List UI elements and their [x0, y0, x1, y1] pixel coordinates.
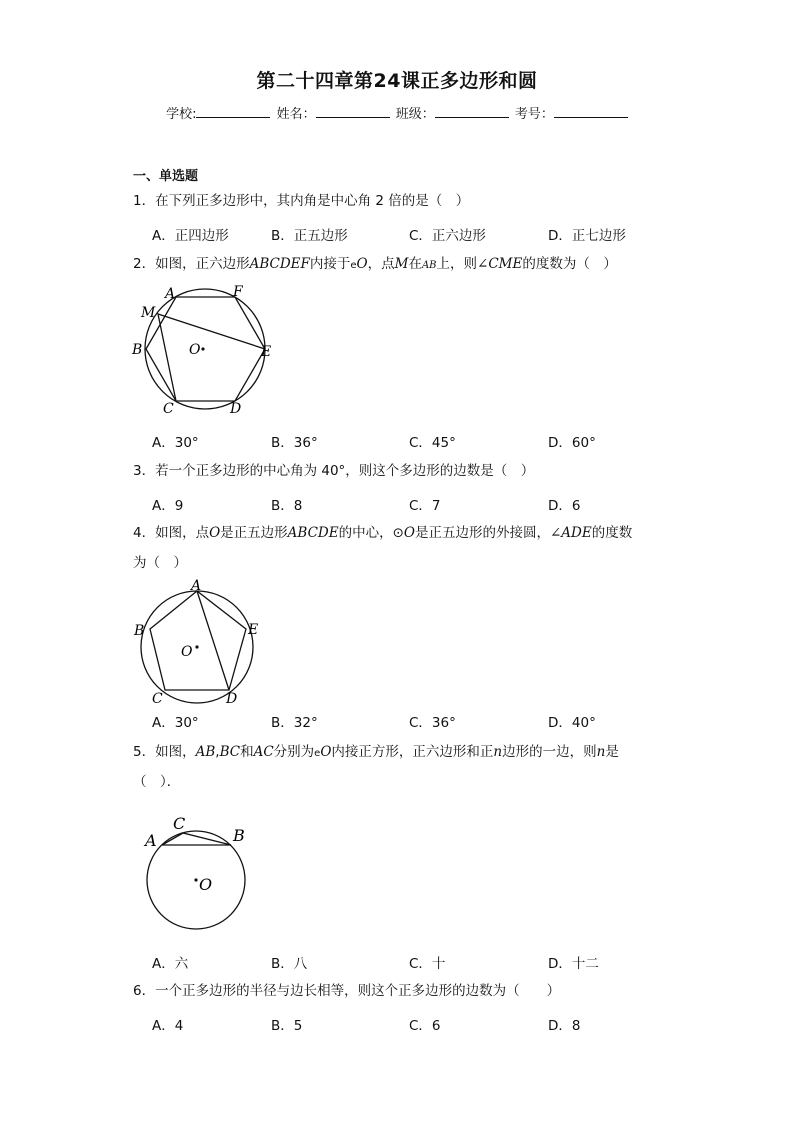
- q2-option-c[interactable]: C．45°: [409, 435, 456, 451]
- q4-option-c[interactable]: C．36°: [409, 715, 456, 731]
- fig2-label-e: E: [261, 344, 272, 360]
- question-2-text: 2．如图，正六边形ABCDEF内接于eO，点M在AB上，则∠CME的度数为（ ）: [133, 256, 617, 272]
- q5-option-c[interactable]: C．十: [409, 956, 446, 972]
- question-4-text-line2: 为（ ）: [133, 555, 187, 571]
- student-info-line: [0, 103, 794, 122]
- q1-option-b[interactable]: B．正五边形: [271, 228, 348, 244]
- fig2-label-f: F: [233, 284, 243, 300]
- fig2-label-o: O: [189, 342, 201, 358]
- fig2-label-d: D: [230, 401, 242, 417]
- q5-option-d[interactable]: D．十二: [548, 956, 599, 972]
- name-label: 姓名：: [276, 107, 316, 122]
- q4-option-b[interactable]: B．32°: [271, 715, 318, 731]
- fig5-label-o: O: [199, 875, 213, 894]
- fig5-label-b: B: [233, 826, 245, 845]
- question-3-text: 3．若一个正多边形的中心角为 40°，则这个多边形的边数是（ ）: [133, 463, 535, 479]
- hexagon-figure: [128, 282, 288, 422]
- q3-option-d[interactable]: D．6: [548, 498, 581, 514]
- q3-option-b[interactable]: B．8: [271, 498, 303, 514]
- school-label: 学校:: [166, 107, 197, 122]
- question-1-text: 1．在下列正多边形中，其内角是中心角 2 倍的是（ ）: [133, 193, 470, 209]
- section-title: 一、单选题: [133, 169, 199, 184]
- question-4-text: 4．如图，点O是正五边形ABCDE的中心，⊙O是正五边形的外接圆，∠ADE的度数: [133, 525, 633, 541]
- q2-option-b[interactable]: B．36°: [271, 435, 318, 451]
- q1-option-a[interactable]: A．正四边形: [152, 228, 229, 244]
- q1-option-d[interactable]: D．正七边形: [548, 228, 626, 244]
- q4-option-a[interactable]: A．30°: [152, 715, 199, 731]
- q6-option-c[interactable]: C．6: [409, 1018, 441, 1034]
- q6-option-a[interactable]: A．4: [152, 1018, 184, 1034]
- fig4-label-b: B: [134, 623, 145, 639]
- q5-option-b[interactable]: B．八: [271, 956, 308, 972]
- q5-option-a[interactable]: A．六: [152, 956, 189, 972]
- pentagon-figure: [128, 578, 268, 710]
- page-title: 第二十四章第24课正多边形和圆: [256, 70, 538, 92]
- fig4-label-c: C: [152, 691, 163, 707]
- class-label: 班级：: [395, 107, 435, 122]
- q3-option-a[interactable]: A．9: [152, 498, 184, 514]
- number-blank[interactable]: [554, 105, 628, 118]
- q6-option-b[interactable]: B．5: [271, 1018, 303, 1034]
- class-blank[interactable]: [435, 105, 509, 118]
- q2-option-a[interactable]: A．30°: [152, 435, 199, 451]
- q2-option-d[interactable]: D．60°: [548, 435, 596, 451]
- name-blank[interactable]: [316, 105, 390, 118]
- fig2-label-a: A: [165, 286, 176, 302]
- fig4-label-e: E: [248, 622, 259, 638]
- school-blank[interactable]: [196, 105, 270, 118]
- fig2-label-b: B: [132, 342, 143, 358]
- question-5-text: 5．如图，AB,BC和AC分别为eO内接正方形，正六边形和正n边形的一边，则n是: [133, 744, 619, 760]
- fig2-label-c: C: [163, 401, 174, 417]
- q1-option-c[interactable]: C．正六边形: [409, 228, 486, 244]
- fig4-label-a: A: [191, 578, 202, 594]
- question-5-text-line2: （ ）．: [133, 774, 181, 790]
- q3-option-c[interactable]: C．7: [409, 498, 441, 514]
- fig4-label-o: O: [181, 644, 193, 660]
- fig5-label-a: A: [145, 831, 157, 850]
- q6-option-d[interactable]: D．8: [548, 1018, 581, 1034]
- question-6-text: 6．一个正多边形的半径与边长相等，则这个正多边形的边数为（ ）: [133, 983, 561, 999]
- number-label: 考号：: [514, 107, 554, 122]
- fig2-label-m: M: [141, 305, 156, 321]
- circle-chords-figure: [135, 808, 265, 938]
- fig5-label-c: C: [173, 814, 186, 833]
- fig4-label-d: D: [226, 691, 238, 707]
- q4-option-d[interactable]: D．40°: [548, 715, 596, 731]
